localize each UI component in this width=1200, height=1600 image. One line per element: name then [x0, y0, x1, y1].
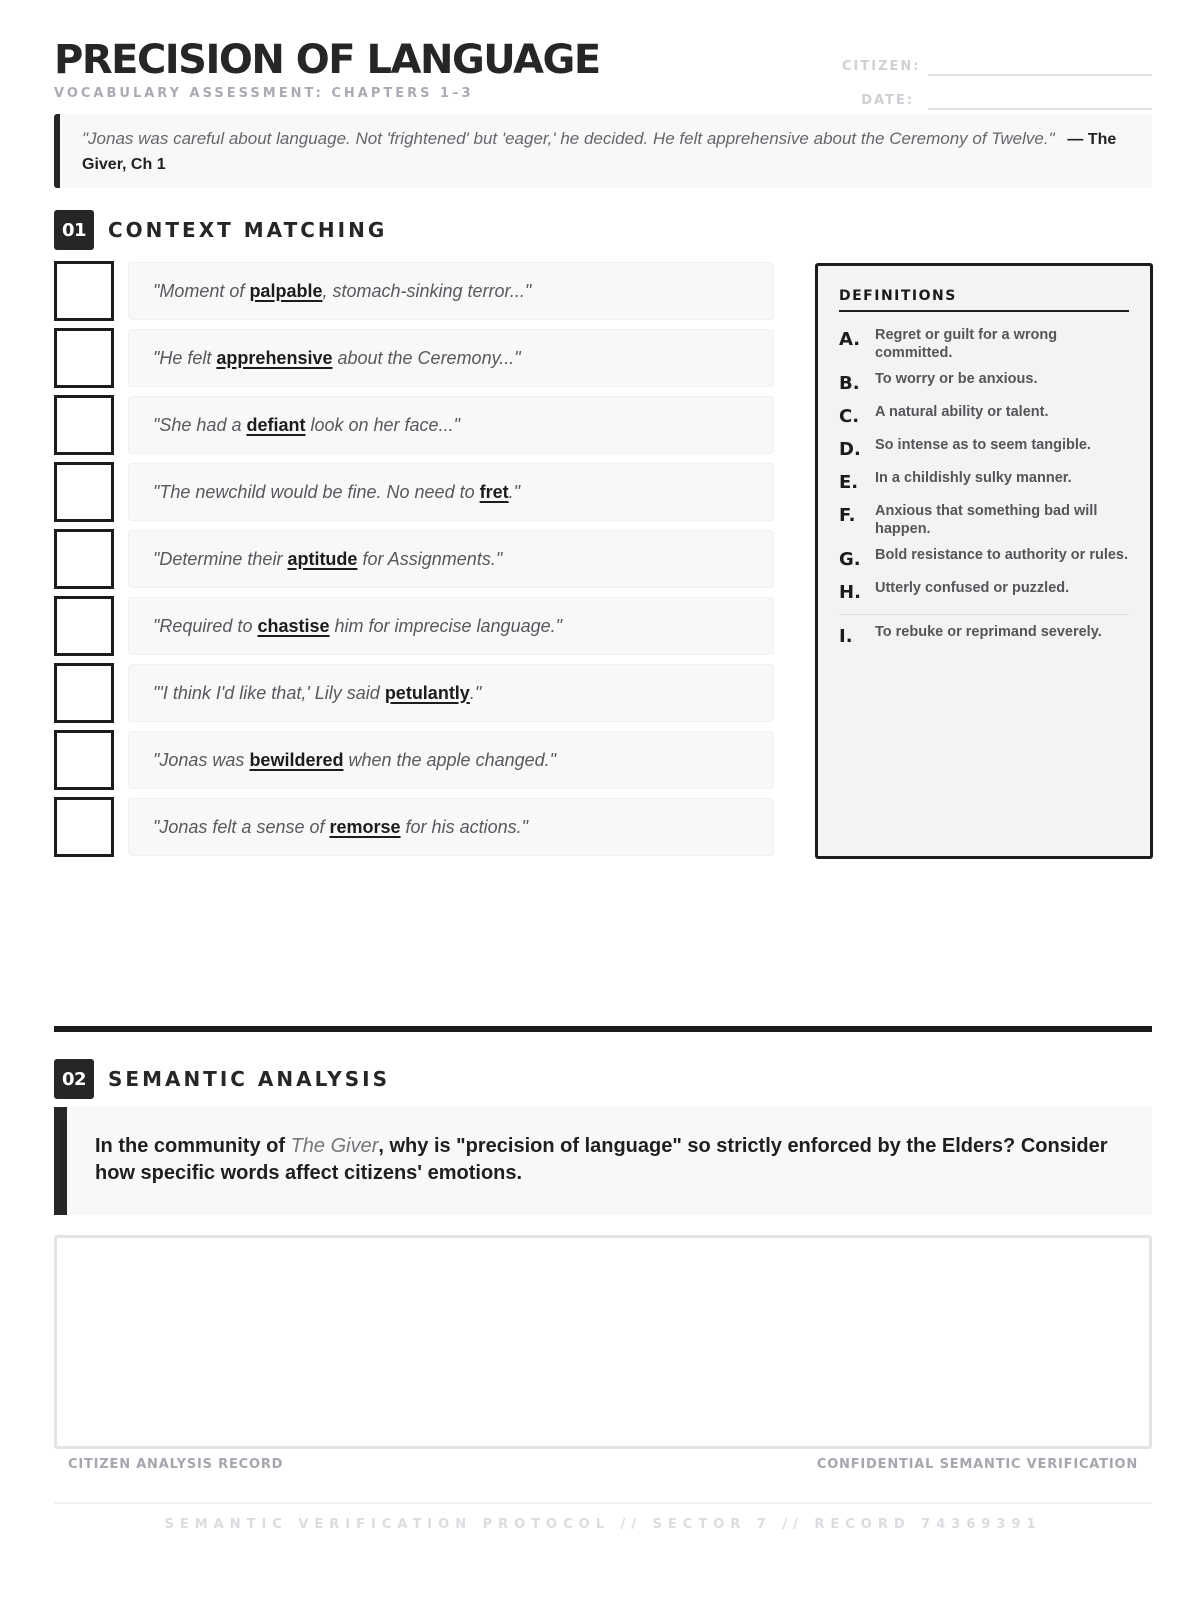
worksheet-header — [54, 36, 1152, 106]
definition-text: To worry or be anxious. — [875, 371, 1038, 387]
context-sentence — [128, 664, 774, 722]
context-sentence — [128, 396, 774, 454]
definition-item — [839, 436, 1129, 461]
sentence-before: "Jonas felt a sense of — [153, 816, 325, 837]
definition-text: Utterly confused or puzzled. — [875, 580, 1070, 596]
context-sentence — [128, 262, 774, 320]
citizen-analysis-record-label: CITIZEN ANALYSIS RECORD — [68, 1457, 284, 1472]
definitions-title: DEFINITIONS — [839, 288, 1129, 312]
definition-letter: B. — [839, 373, 860, 394]
section-1-header — [54, 210, 387, 250]
definition-letter: A. — [839, 329, 861, 350]
sentence-after: look on her face..." — [310, 414, 460, 435]
match-row — [54, 664, 774, 722]
context-sentence — [128, 530, 774, 588]
answer-box[interactable] — [54, 663, 114, 723]
vocab-word: remorse — [329, 816, 401, 837]
page-title: PRECISION OF LANGUAGE — [54, 37, 600, 83]
sentence-before: "Required to — [153, 615, 253, 636]
definitions-panel — [815, 263, 1153, 859]
sentence-after: him for imprecise language." — [334, 615, 562, 636]
sentence-before: "'I think I'd like that,' Lily said — [153, 682, 380, 703]
prompt-text-start: In the community of — [95, 1135, 285, 1157]
definition-letter: H. — [839, 582, 861, 603]
definition-item — [839, 326, 1129, 362]
vocab-word: chastise — [257, 615, 330, 636]
definition-item — [839, 370, 1129, 395]
answer-box[interactable] — [54, 261, 114, 321]
footer-divider — [54, 1502, 1152, 1504]
definition-letter: E. — [839, 472, 859, 493]
match-row — [54, 530, 774, 588]
vocab-word: defiant — [246, 414, 306, 435]
definition-text: To rebuke or reprimand severely. — [875, 624, 1102, 640]
sentence-before: "Jonas was — [153, 749, 245, 770]
quote-text: "Jonas was careful about language. Not 'frightened' but 'eager,' he decided. He felt apprehensive about the Ceremony of Twelve." — [82, 129, 1055, 148]
definition-letter: C. — [839, 406, 860, 427]
definition-text: So intense as to seem tangible. — [875, 437, 1091, 453]
match-row — [54, 798, 774, 856]
date-field-row — [842, 76, 1152, 110]
definition-text: A natural ability or talent. — [875, 404, 1049, 420]
student-fields — [842, 42, 1152, 110]
book-title: The Giver — [290, 1135, 379, 1157]
analysis-response-input[interactable] — [54, 1235, 1152, 1449]
section-number-badge: 01 — [54, 210, 94, 250]
sentence-after: for Assignments." — [362, 548, 503, 569]
sentence-after: ." — [469, 682, 482, 703]
context-sentence — [128, 463, 774, 521]
definition-text: Regret or guilt for a wrong committed. — [875, 327, 1058, 361]
context-sentence — [128, 329, 774, 387]
confidential-verification-label: CONFIDENTIAL SEMANTIC VERIFICATION — [816, 1457, 1138, 1472]
context-sentence — [128, 597, 774, 655]
match-row — [54, 396, 774, 454]
definition-text: Anxious that something bad will happen. — [875, 503, 1098, 537]
answer-box[interactable] — [54, 462, 114, 522]
definition-item — [839, 623, 1129, 648]
match-row — [54, 463, 774, 521]
sentence-before: "Determine their — [153, 548, 283, 569]
definitions-list — [839, 326, 1129, 648]
vocab-word: aptitude — [287, 548, 358, 569]
answer-box[interactable] — [54, 797, 114, 857]
definition-item — [839, 469, 1129, 494]
match-row — [54, 262, 774, 320]
section-title: SEMANTIC ANALYSIS — [108, 1067, 390, 1091]
match-row — [54, 329, 774, 387]
sentence-after: when the apple changed." — [348, 749, 557, 770]
citizen-field[interactable] — [928, 50, 1152, 76]
answer-box[interactable] — [54, 596, 114, 656]
sentence-after: ." — [508, 481, 520, 502]
vocab-word: apprehensive — [216, 347, 333, 368]
definition-separator — [839, 614, 1129, 615]
analysis-prompt — [54, 1107, 1152, 1215]
sentence-before: "The newchild would be fine. No need to — [153, 481, 475, 502]
sentence-before: "He felt — [153, 347, 212, 368]
vocab-word: palpable — [249, 280, 323, 301]
vocab-word: fret — [479, 481, 509, 502]
page-subtitle: VOCABULARY ASSESSMENT: CHAPTERS 1–3 — [54, 86, 474, 101]
epigraph-quote — [54, 114, 1152, 188]
answer-box[interactable] — [54, 730, 114, 790]
sentence-after: about the Ceremony..." — [337, 347, 521, 368]
date-field[interactable] — [928, 84, 1152, 110]
answer-box[interactable] — [54, 395, 114, 455]
answer-box[interactable] — [54, 328, 114, 388]
quote-citation: — The Giver, Ch 1 — [82, 131, 1117, 173]
section-divider — [54, 1026, 1152, 1032]
sentence-after: , stomach-sinking terror..." — [322, 280, 532, 301]
answer-box[interactable] — [54, 529, 114, 589]
definition-letter: I. — [839, 626, 853, 647]
sentence-before: "She had a — [153, 414, 242, 435]
definition-item — [839, 403, 1129, 428]
citizen-field-row — [842, 42, 1152, 76]
response-labels — [54, 1457, 1152, 1472]
vocab-word: petulantly — [384, 682, 470, 703]
citizen-label: CITIZEN: — [842, 59, 921, 74]
prompt-text-end: , why is "precision of language" so strictly enforced by the Elders? Consider how specific words affect citizens' emotions. — [95, 1135, 1108, 1184]
vocab-word: bewildered — [249, 749, 344, 770]
definition-item — [839, 579, 1129, 604]
definition-item — [839, 502, 1129, 538]
match-row — [54, 731, 774, 789]
context-sentence — [128, 798, 774, 856]
sentence-after: for his actions." — [405, 816, 528, 837]
definition-item — [839, 546, 1129, 571]
matching-list — [54, 262, 774, 865]
definition-text: In a childishly sulky manner. — [875, 470, 1072, 486]
sentence-before: "Moment of — [153, 280, 245, 301]
definition-letter: D. — [839, 439, 861, 460]
context-sentence — [128, 731, 774, 789]
footer-text: SEMANTIC VERIFICATION PROTOCOL // SECTOR 7 // RECORD 74369391 — [164, 1517, 1042, 1532]
section-2-header — [54, 1059, 390, 1099]
section-title: CONTEXT MATCHING — [108, 218, 388, 242]
section-number-badge: 02 — [54, 1059, 94, 1099]
definition-letter: F. — [839, 505, 856, 526]
definition-letter: G. — [839, 549, 861, 570]
date-label: DATE: — [861, 93, 914, 108]
match-row — [54, 597, 774, 655]
definition-text: Bold resistance to authority or rules. — [875, 547, 1128, 563]
